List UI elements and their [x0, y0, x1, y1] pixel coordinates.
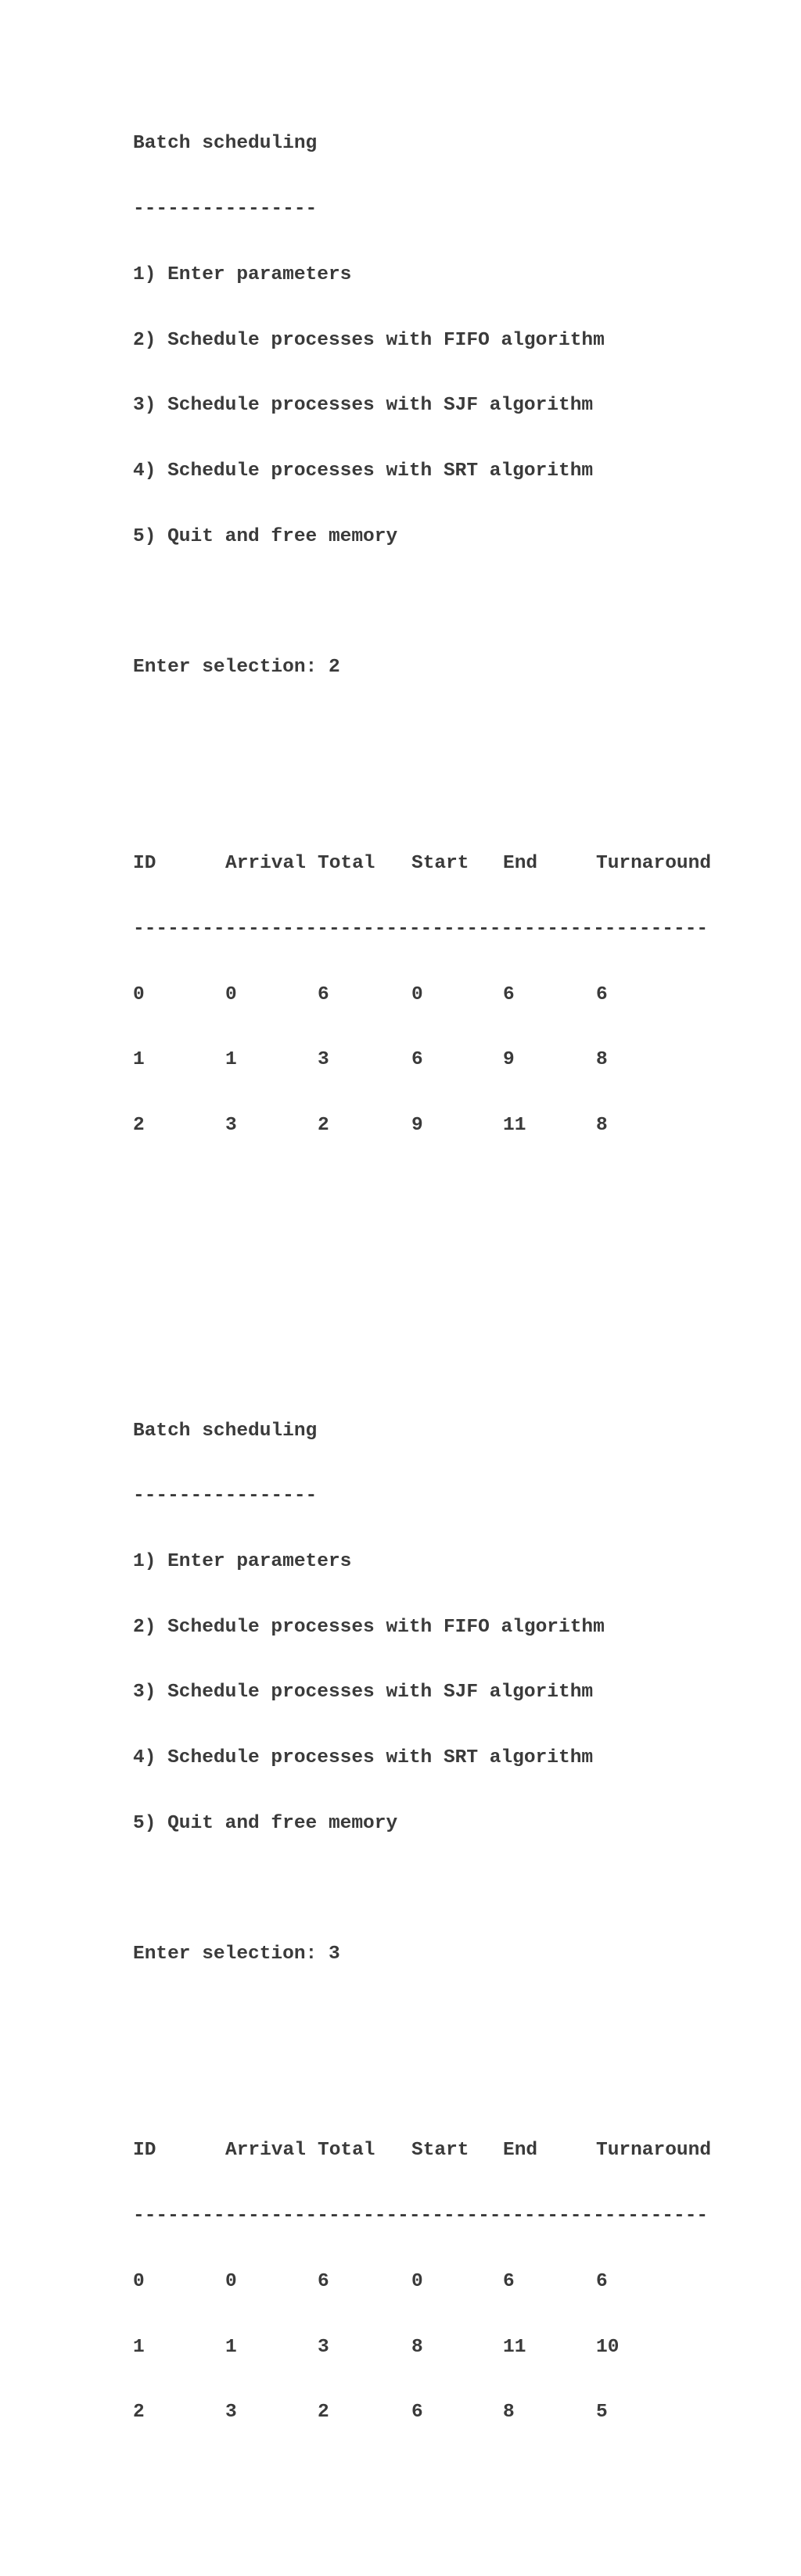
cell-turnaround: 6 — [596, 2270, 608, 2292]
header-start: Start — [411, 2140, 469, 2162]
header-arrival: Arrival — [225, 2140, 306, 2162]
menu-title-rule: ---------------- — [133, 199, 318, 220]
menu-item-enter-parameters: 1) Enter parameters — [133, 263, 352, 285]
menu-item-quit: 5) Quit and free memory — [133, 525, 398, 547]
cell-end: 9 — [503, 1049, 515, 1071]
menu-item-fifo: 2) Schedule processes with FIFO algorithm — [133, 1616, 605, 1638]
cell-start: 6 — [411, 2402, 423, 2424]
cell-total: 2 — [318, 2402, 329, 2424]
header-total: Total — [318, 2140, 375, 2162]
cell-id: 2 — [133, 1115, 145, 1136]
table-header-row — [133, 2140, 712, 2162]
header-end: End — [503, 2140, 538, 2162]
cell-arrival: 3 — [225, 1115, 237, 1136]
header-turnaround: Turnaround — [596, 853, 712, 875]
cell-turnaround: 5 — [596, 2402, 608, 2424]
cell-arrival: 1 — [225, 2336, 237, 2358]
table-row — [133, 1049, 708, 1071]
menu-title: Batch scheduling — [133, 1420, 318, 1442]
cell-end: 11 — [503, 2336, 526, 2358]
cell-turnaround: 10 — [596, 2336, 620, 2358]
blank-line — [133, 1879, 708, 1901]
header-turnaround: Turnaround — [596, 2140, 712, 2162]
cell-total: 3 — [318, 2336, 329, 2358]
table-rule: -------------------------------------------------- — [133, 918, 709, 940]
cell-total: 6 — [318, 2270, 329, 2292]
cell-end: 8 — [503, 2402, 515, 2424]
cell-turnaround: 8 — [596, 1115, 608, 1136]
cell-id: 1 — [133, 1049, 145, 1071]
selection-prompt[interactable]: Enter selection: 3 — [133, 1944, 340, 1965]
session-block — [133, 90, 712, 1290]
cell-turnaround: 8 — [596, 1049, 608, 1071]
cell-id: 0 — [133, 983, 145, 1005]
header-total: Total — [318, 853, 375, 875]
menu-title: Batch scheduling — [133, 133, 318, 155]
table-header-row — [133, 853, 712, 875]
cell-start: 8 — [411, 2336, 423, 2358]
header-id: ID — [133, 853, 156, 875]
cell-total: 3 — [318, 1049, 329, 1071]
header-end: End — [503, 853, 538, 875]
session-block — [133, 1377, 712, 2511]
blank-line — [133, 722, 708, 744]
cell-arrival: 1 — [225, 1049, 237, 1071]
menu-item-enter-parameters: 1) Enter parameters — [133, 1551, 352, 1573]
blank-line — [133, 591, 708, 613]
menu-item-fifo: 2) Schedule processes with FIFO algorithm — [133, 329, 605, 351]
table-row — [133, 1115, 708, 1137]
cell-arrival: 0 — [225, 983, 237, 1005]
selection-prompt[interactable]: Enter selection: 2 — [133, 657, 340, 679]
table-row — [133, 2337, 708, 2359]
cell-start: 6 — [411, 1049, 423, 1071]
results-table — [133, 809, 712, 1180]
cell-total: 2 — [318, 1115, 329, 1136]
table-row — [133, 2402, 708, 2424]
table-rule: -------------------------------------------------- — [133, 2205, 709, 2227]
menu-item-srt: 4) Schedule processes with SRT algorithm — [133, 1747, 594, 1769]
table-row — [133, 984, 708, 1006]
blank-line — [133, 2009, 708, 2031]
cell-start: 0 — [411, 2270, 423, 2292]
cell-id: 1 — [133, 2336, 145, 2358]
cell-end: 6 — [503, 983, 515, 1005]
menu-item-srt: 4) Schedule processes with SRT algorithm — [133, 460, 594, 482]
terminal-output — [133, 2, 712, 2555]
header-start: Start — [411, 853, 469, 875]
menu-item-quit: 5) Quit and free memory — [133, 1812, 398, 1834]
table-row — [133, 2271, 708, 2293]
cell-start: 0 — [411, 983, 423, 1005]
results-table — [133, 2097, 712, 2467]
cell-start: 9 — [411, 1115, 423, 1136]
menu-title-rule: ---------------- — [133, 1485, 318, 1507]
cell-arrival: 0 — [225, 2270, 237, 2292]
cell-end: 11 — [503, 1115, 526, 1136]
cell-end: 6 — [503, 2270, 515, 2292]
cell-id: 0 — [133, 2270, 145, 2292]
cell-total: 6 — [318, 983, 329, 1005]
header-arrival: Arrival — [225, 853, 306, 875]
cell-arrival: 3 — [225, 2402, 237, 2424]
menu-item-sjf: 3) Schedule processes with SJF algorithm — [133, 1682, 594, 1704]
cell-turnaround: 6 — [596, 983, 608, 1005]
cell-id: 2 — [133, 2402, 145, 2424]
menu-item-sjf: 3) Schedule processes with SJF algorithm — [133, 395, 594, 417]
header-id: ID — [133, 2140, 156, 2162]
